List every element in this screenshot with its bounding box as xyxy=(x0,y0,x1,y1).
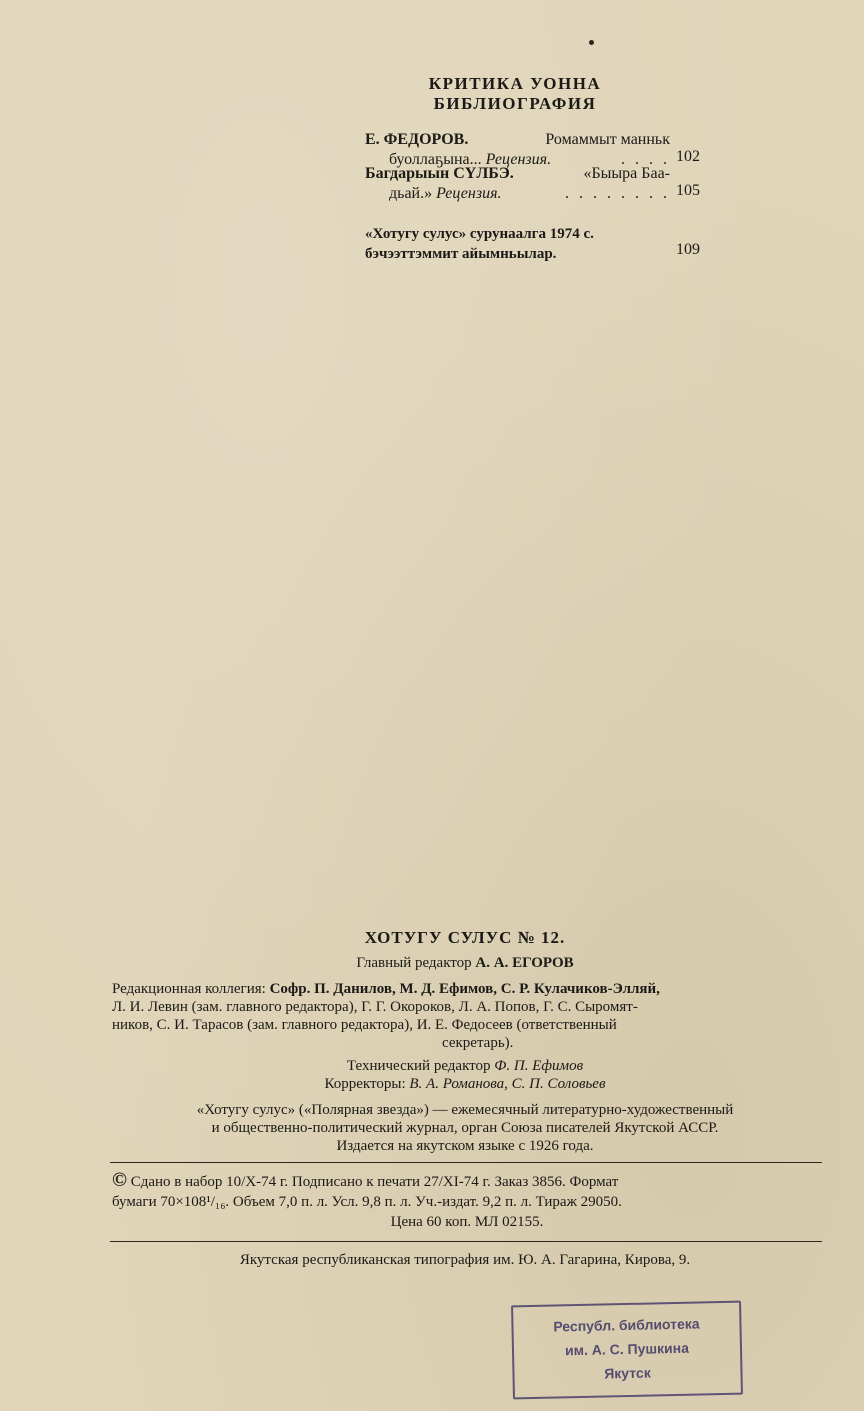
toc-entry-3 xyxy=(365,224,670,264)
toc-leader-dots: . . . . xyxy=(621,151,670,168)
board-members-line: секретарь). xyxy=(442,1035,514,1051)
toc-page-number: 105 xyxy=(676,182,700,199)
about-line: Издается на якутском языке с 1926 года. xyxy=(336,1138,594,1154)
board-members: Софр. П. Данилов, М. Д. Ефимов, С. Р. Кулачиков-Элляй, xyxy=(269,981,660,997)
toc-entry-author: Е. ФЕДОРОВ. xyxy=(365,131,469,148)
toc-entry-genre: Рецензия. xyxy=(485,151,552,168)
about-magazine xyxy=(105,1101,825,1155)
about-line: «Хотугу сулус» («Полярная звезда») — ежемесячный литературно-художественный xyxy=(196,1102,734,1118)
toc-entry-line: бэчээттэммит айымньылар. xyxy=(365,246,557,262)
chief-editor-name: А. А. ЕГОРОВ xyxy=(475,955,574,971)
toc-entry-title-cont: буоллаҕына... xyxy=(389,151,482,168)
editorial-board xyxy=(112,980,822,1052)
toc-leader-dots: . . . . . . . . xyxy=(565,185,670,202)
divider xyxy=(110,1162,822,1163)
board-members-line: ников, С. И. Тарасов (зам. главного редактора), И. Е. Федосеев (ответственный xyxy=(112,1017,617,1033)
tech-editor-name: Ф. П. Ефимов xyxy=(494,1058,584,1074)
section-subtitle: БИБЛИОГРАФИЯ xyxy=(433,94,597,113)
print-line: Цена 60 коп. МЛ 02155. xyxy=(390,1214,544,1230)
copyright-icon: © xyxy=(112,1169,127,1191)
toc-entry-genre: Рецензия. xyxy=(436,185,502,202)
board-members-line: Л. И. Левин (зам. главного редактора), Г. Г. Окороков, Л. А. Попов, Г. С. Сыромят- xyxy=(112,999,638,1015)
stamp-line: им. А. С. Пушкина xyxy=(564,1339,690,1359)
chief-editor-label: Главный редактор xyxy=(356,955,472,971)
divider xyxy=(110,1241,822,1242)
proofreaders-names: В. А. Романова, С. П. Соловьев xyxy=(409,1076,606,1092)
proofreaders-label: Корректоры: xyxy=(324,1076,406,1092)
toc-page-number: 102 xyxy=(676,148,700,165)
stamp-line: Якутск xyxy=(604,1364,651,1382)
print-line: бумаги 70×108¹/₁₆. Объем 7,0 п. л. Усл. 9,8 п. л. Уч.-издат. 9,2 п. л. Тираж 29050. xyxy=(112,1194,622,1210)
toc-entry-title-cont: дьай.» xyxy=(389,185,433,202)
tech-staff xyxy=(110,1057,820,1093)
board-label: Редакционная коллегия: xyxy=(112,981,266,997)
library-stamp xyxy=(511,1301,743,1400)
toc-entry-author: Багдарыын СҮЛБЭ. xyxy=(365,165,514,182)
printer-info: Якутская республиканская типография им. Ю. А. Гагарина, Кирова, 9. xyxy=(239,1252,691,1268)
chief-editor-line xyxy=(110,955,820,972)
magazine-title: ХОТУГУ СУЛУС № 12. xyxy=(364,928,566,947)
toc-entry-2 xyxy=(365,164,670,204)
printer-dot xyxy=(589,40,594,45)
stamp-line: Республ. библиотека xyxy=(553,1315,700,1335)
section-title: КРИТИКА УОННА xyxy=(428,74,602,93)
toc-entry-title: «Быыра Баа- xyxy=(583,165,670,182)
toc-entry-line: «Хотугу сулус» сурунаалга 1974 с. xyxy=(365,226,594,242)
toc-entry-title: Ромаммыт манньк xyxy=(545,131,670,148)
tech-editor-label: Технический редактор xyxy=(346,1058,491,1074)
toc-page-number: 109 xyxy=(676,241,700,258)
about-line: и общественно-политический журнал, орган Союза писателей Якутской АССР. xyxy=(211,1120,719,1136)
print-details xyxy=(112,1170,822,1232)
print-line: Сдано в набор 10/X-74 г. Подписано к печати 27/XI-74 г. Заказ 3856. Формат xyxy=(130,1174,619,1190)
